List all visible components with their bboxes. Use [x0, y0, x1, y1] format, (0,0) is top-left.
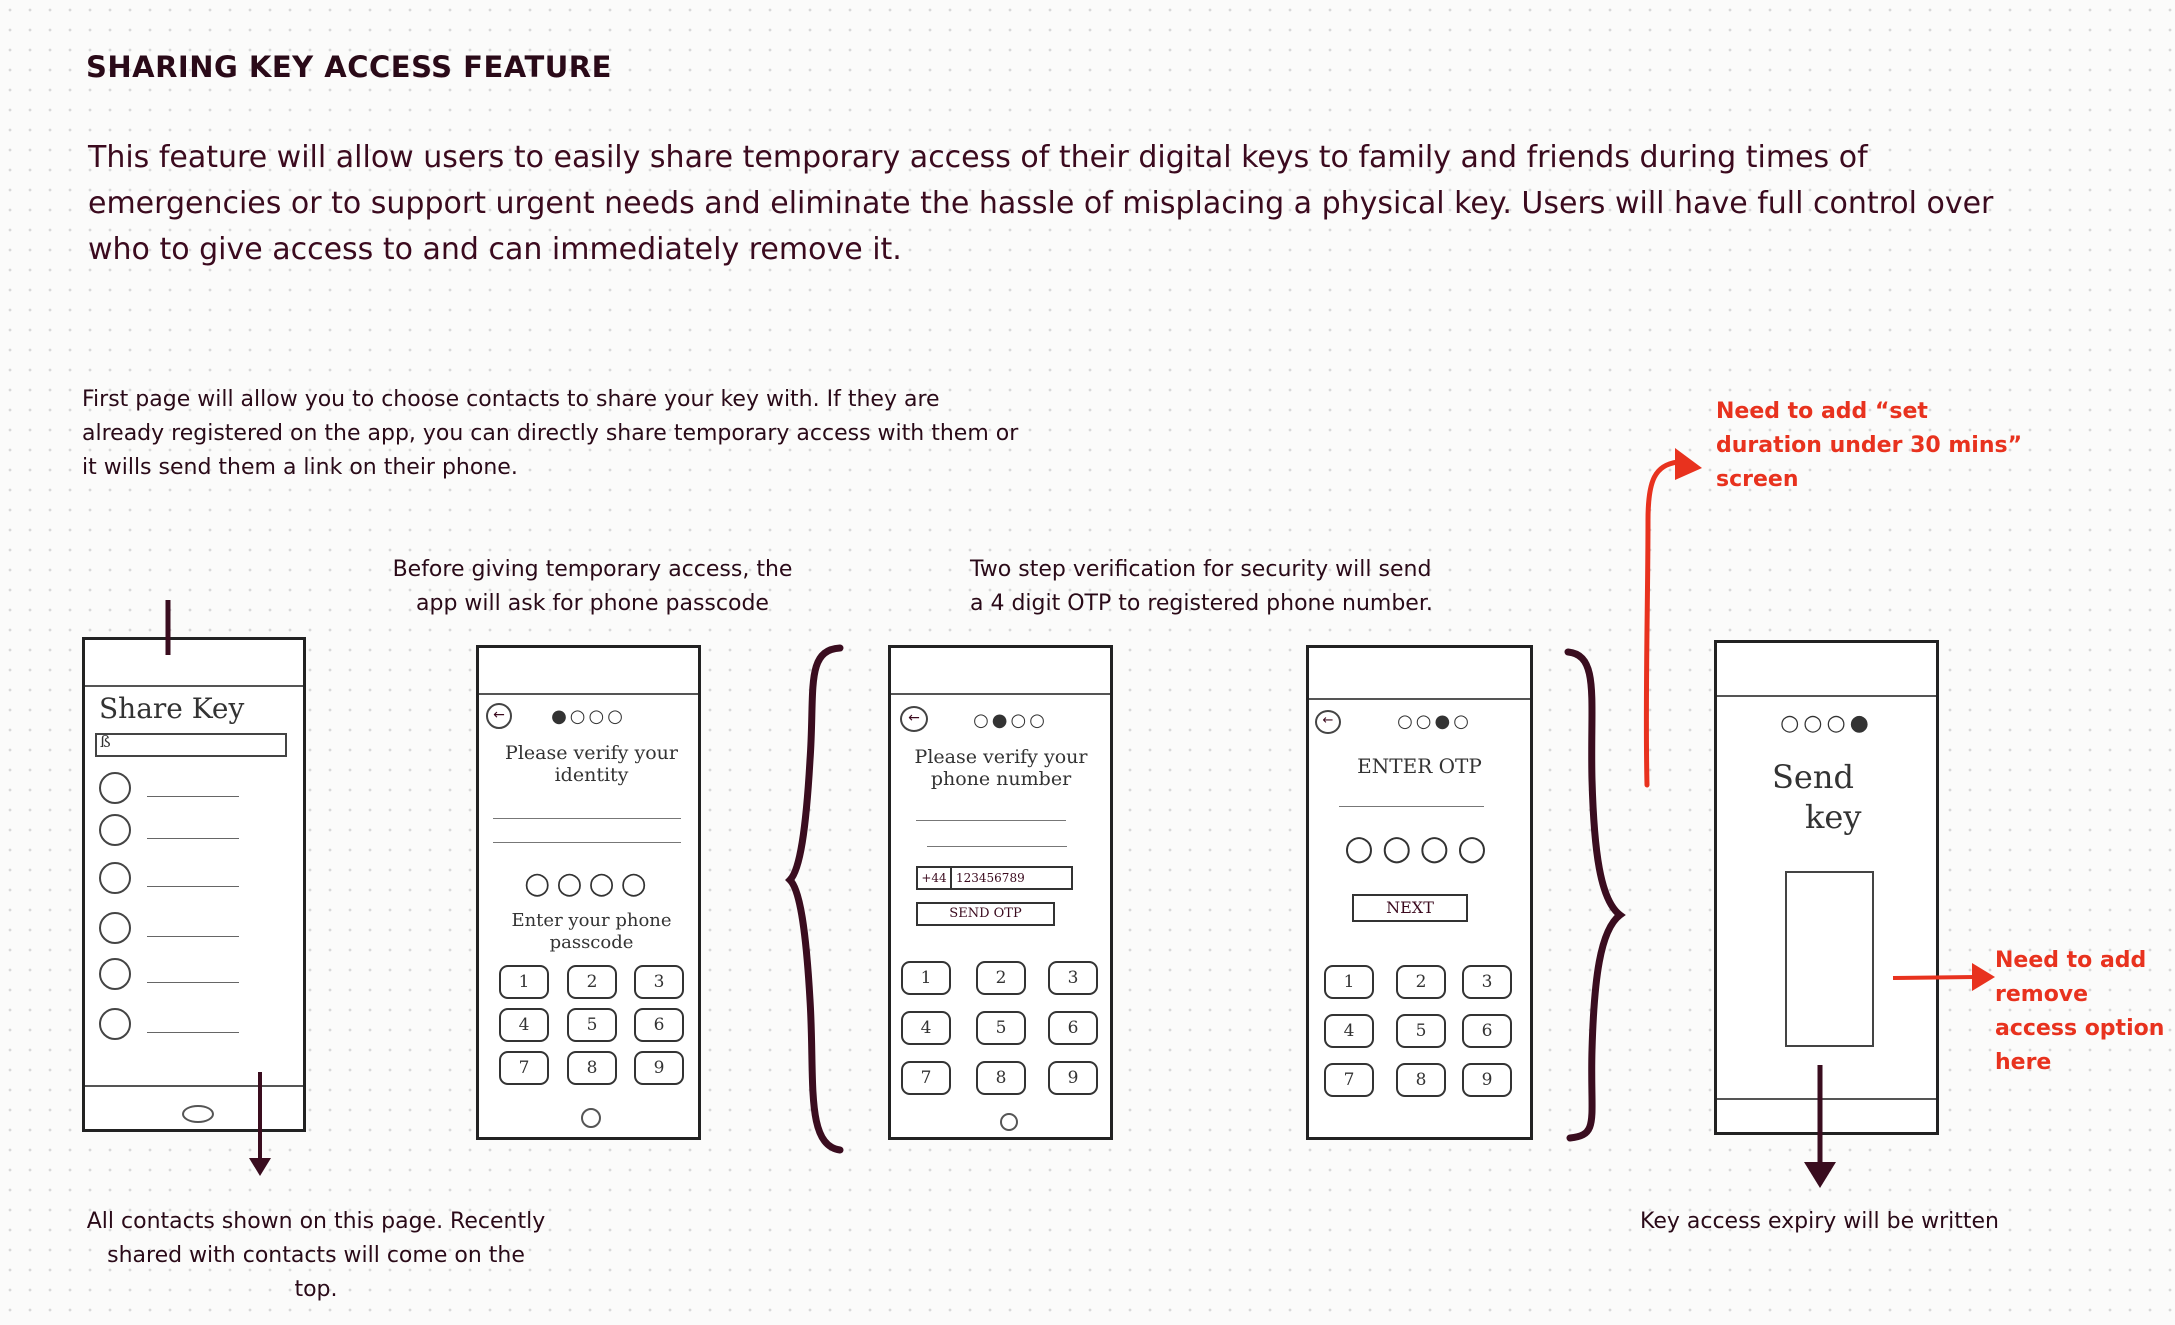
arrowhead-icon: [1804, 1162, 1836, 1188]
send-key-line1: Send: [1772, 758, 1854, 796]
otp-digit-boxes[interactable]: ○○○○: [1344, 828, 1495, 868]
country-code: +44: [918, 868, 952, 888]
keypad-key[interactable]: 4: [499, 1008, 549, 1042]
verify-phone-heading: Please verify your phone number: [914, 746, 1088, 790]
keypad-key[interactable]: 4: [1324, 1014, 1374, 1048]
keypad-key[interactable]: 8: [976, 1061, 1026, 1095]
note-set-duration: Need to add “set duration under 30 mins” screen: [1716, 399, 2023, 492]
step-indicator: ●○○○: [551, 706, 626, 727]
duration-arrow: [1646, 462, 1678, 785]
back-icon[interactable]: ←: [900, 706, 928, 732]
step-indicator: ○○●○: [1397, 711, 1472, 732]
send-otp-button[interactable]: SEND OTP: [916, 902, 1055, 926]
keypad-key[interactable]: 8: [567, 1051, 617, 1085]
send-key-line2: key: [1805, 798, 1862, 836]
arrowhead-icon: [249, 1158, 271, 1176]
note-expiry: Key access expiry will be written: [1640, 1209, 2000, 1234]
keypad-key[interactable]: 5: [567, 1008, 617, 1042]
keypad-key[interactable]: 9: [634, 1051, 684, 1085]
passcode-dots: ○○○○: [524, 866, 653, 901]
keypad-key[interactable]: 7: [499, 1051, 549, 1085]
right-brace: [1568, 652, 1620, 1138]
keypad-key[interactable]: 1: [1324, 965, 1374, 999]
feature-description: This feature will allow users to easily share temporary access of their digital keys to family and friends during times of emergencies or to support urgent needs and eliminate the hassle of misplacing a physical key. Users will have full control over who to give access to and can immediately remove it.: [88, 140, 1994, 267]
keypad-key[interactable]: 6: [634, 1008, 684, 1042]
arrowhead-icon: [1972, 963, 1995, 991]
keypad-key[interactable]: 9: [1048, 1061, 1098, 1095]
page-title: SHARING KEY ACCESS FEATURE: [86, 50, 612, 84]
keypad-key[interactable]: 2: [567, 965, 617, 999]
keypad-key[interactable]: 3: [1462, 965, 1512, 999]
back-icon[interactable]: ←: [1315, 710, 1341, 734]
arrowhead-icon: [1675, 448, 1702, 480]
note-remove-access: Need to add remove access option here: [1995, 948, 2165, 1075]
keypad-key[interactable]: 5: [976, 1011, 1026, 1045]
remove-access-arrow: [1893, 977, 1975, 978]
keypad-key[interactable]: 7: [1324, 1063, 1374, 1097]
keypad-key[interactable]: 5: [1396, 1014, 1446, 1048]
note-first-page: First page will allow you to choose contacts to share your key with. If they are already registered on the app, you can directly share temporary access with them or it wills send them a link on their phone.: [82, 387, 1019, 480]
step-indicator: ○○○●: [1780, 711, 1873, 736]
next-button[interactable]: NEXT: [1352, 894, 1468, 922]
keypad-key[interactable]: 1: [901, 961, 951, 995]
share-key-title: Share Key: [99, 692, 245, 725]
left-brace: [790, 648, 840, 1150]
keypad-key[interactable]: 1: [499, 965, 549, 999]
step-indicator: ○●○○: [973, 710, 1048, 731]
keypad-key[interactable]: 6: [1462, 1014, 1512, 1048]
note-passcode: Before giving temporary access, the app will ask for phone passcode: [392, 557, 793, 616]
note-otp: Two step verification for security will send a 4 digit OTP to registered phone number.: [970, 557, 1433, 616]
search-icon: ß: [100, 732, 111, 751]
keypad-key[interactable]: 8: [1396, 1063, 1446, 1097]
keypad-key[interactable]: 2: [976, 961, 1026, 995]
keypad-key[interactable]: 4: [901, 1011, 951, 1045]
passcode-prompt: Enter your phone passcode: [511, 910, 672, 953]
keypad-key[interactable]: 3: [1048, 961, 1098, 995]
back-icon[interactable]: ←: [486, 703, 512, 729]
keypad-key[interactable]: 7: [901, 1061, 951, 1095]
keypad-key[interactable]: 6: [1048, 1011, 1098, 1045]
verify-identity-heading: Please verify your identity: [505, 742, 678, 786]
enter-otp-heading: ENTER OTP: [1357, 754, 1482, 778]
keypad-key[interactable]: 2: [1396, 965, 1446, 999]
note-contacts: All contacts shown on this page. Recently shared with contacts will come on the top.: [86, 1209, 546, 1302]
keypad-key[interactable]: 3: [634, 965, 684, 999]
keypad-key[interactable]: 9: [1462, 1063, 1512, 1097]
phone-number-value: 123456789: [956, 871, 1025, 885]
